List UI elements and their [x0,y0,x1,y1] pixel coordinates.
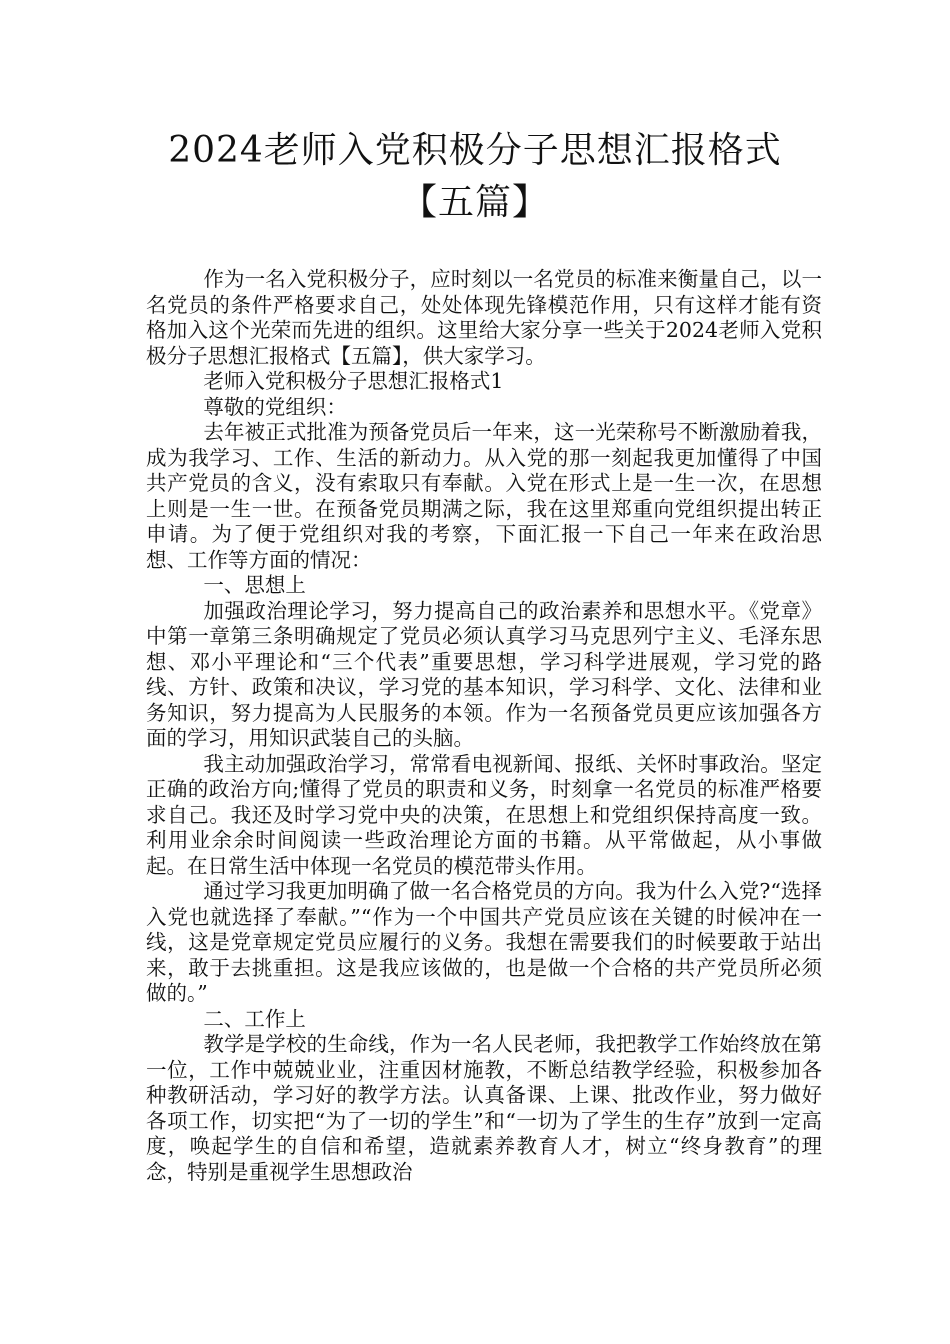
document-body [146,267,822,1185]
paragraph-direction: 通过学习我更加明确了做一名合格党员的方向。我为什么入党?“选择入党也就选择了奉献。”“作为一个中国共产党员应该在关键的时候冲在一线，这是党章规定党员应履行的义务。我想在需要我们的时候要敢于站出来，敢于去挑重担。这是我应该做的，也是做一个合格的共产党员所必须做的。” [146,879,822,1005]
paragraph-theory-study: 加强政治理论学习，努力提高自己的政治素养和思想水平。《党章》中第一章第三条明确规定了党员必须认真学习马克思列宁主义、毛泽东思想、邓小平理论和“三个代表”重要思想，学习科学进展观，学习党的路线、方针、政策和决议，学习党的基本知识，学习科学、文化、法律和业务知识，努力提高为人民服务的本领。作为一名预备党员更应该加强各方面的学习，用知识武装自己的头脑。 [146,598,822,750]
subheading-work: 二、工作上 [203,1006,306,1031]
paragraph-opening: 去年被正式批准为预备党员后一年来，这一光荣称号不断激励着我，成为我学习、工作、生活的新动力。从入党的那一刻起我更加懂得了中国共产党员的含义，没有索取只有奉献。入党在形式上是一生一次，在思想上则是一生一世。在预备党员期满之际，我在这里郑重向党组织提出转正申请。为了便于党组织对我的考察，下面汇报一下自己一年来在政治思想、工作等方面的情况： [146,420,822,572]
paragraph-intro: 作为一名入党积极分子，应时刻以一名党员的标准来衡量自己，以一名党员的条件严格要求自己，处处体现先锋模范作用，只有这样才能有资格加入这个光荣而先进的组织。这里给大家分享一些关于2024老师入党积极分子思想汇报格式【五篇】，供大家学习。 [146,267,822,368]
paragraph-teaching: 教学是学校的生命线，作为一名人民老师，我把教学工作始终放在第一位，工作中兢兢业业，注重因材施教，不断总结教学经验，积极参加各种教研活动，学习好的教学方法。认真备课、上课、批改作业，努力做好各项工作，切实把“为了一切的学生”和“一切为了学生的生存”放到一定高度，唤起学生的自信和希望，造就素养教育人才，树立“终身教育”的理念，特别是重视学生思想政治 [146,1032,822,1184]
section-heading-1: 老师入党积极分子思想汇报格式1 [203,369,504,393]
document-title: 2024老师入党积极分子思想汇报格式【五篇】 [168,130,782,223]
paragraph-political-study: 我主动加强政治学习，常常看电视新闻、报纸、关怀时事政治。坚定正确的政治方向;懂得了党员的职责和义务，时刻拿一名党员的标准严格要求自己。我还及时学习党中央的决策，在思想上和党组织保持高度一致。利用业余余时间阅读一些政治理论方面的书籍。从平常做起，从小事做起。在日常生活中体现一名党员的模范带头作用。 [146,751,822,878]
salutation: 尊敬的党组织： [203,394,347,419]
subheading-thought: 一、思想上 [203,573,306,597]
